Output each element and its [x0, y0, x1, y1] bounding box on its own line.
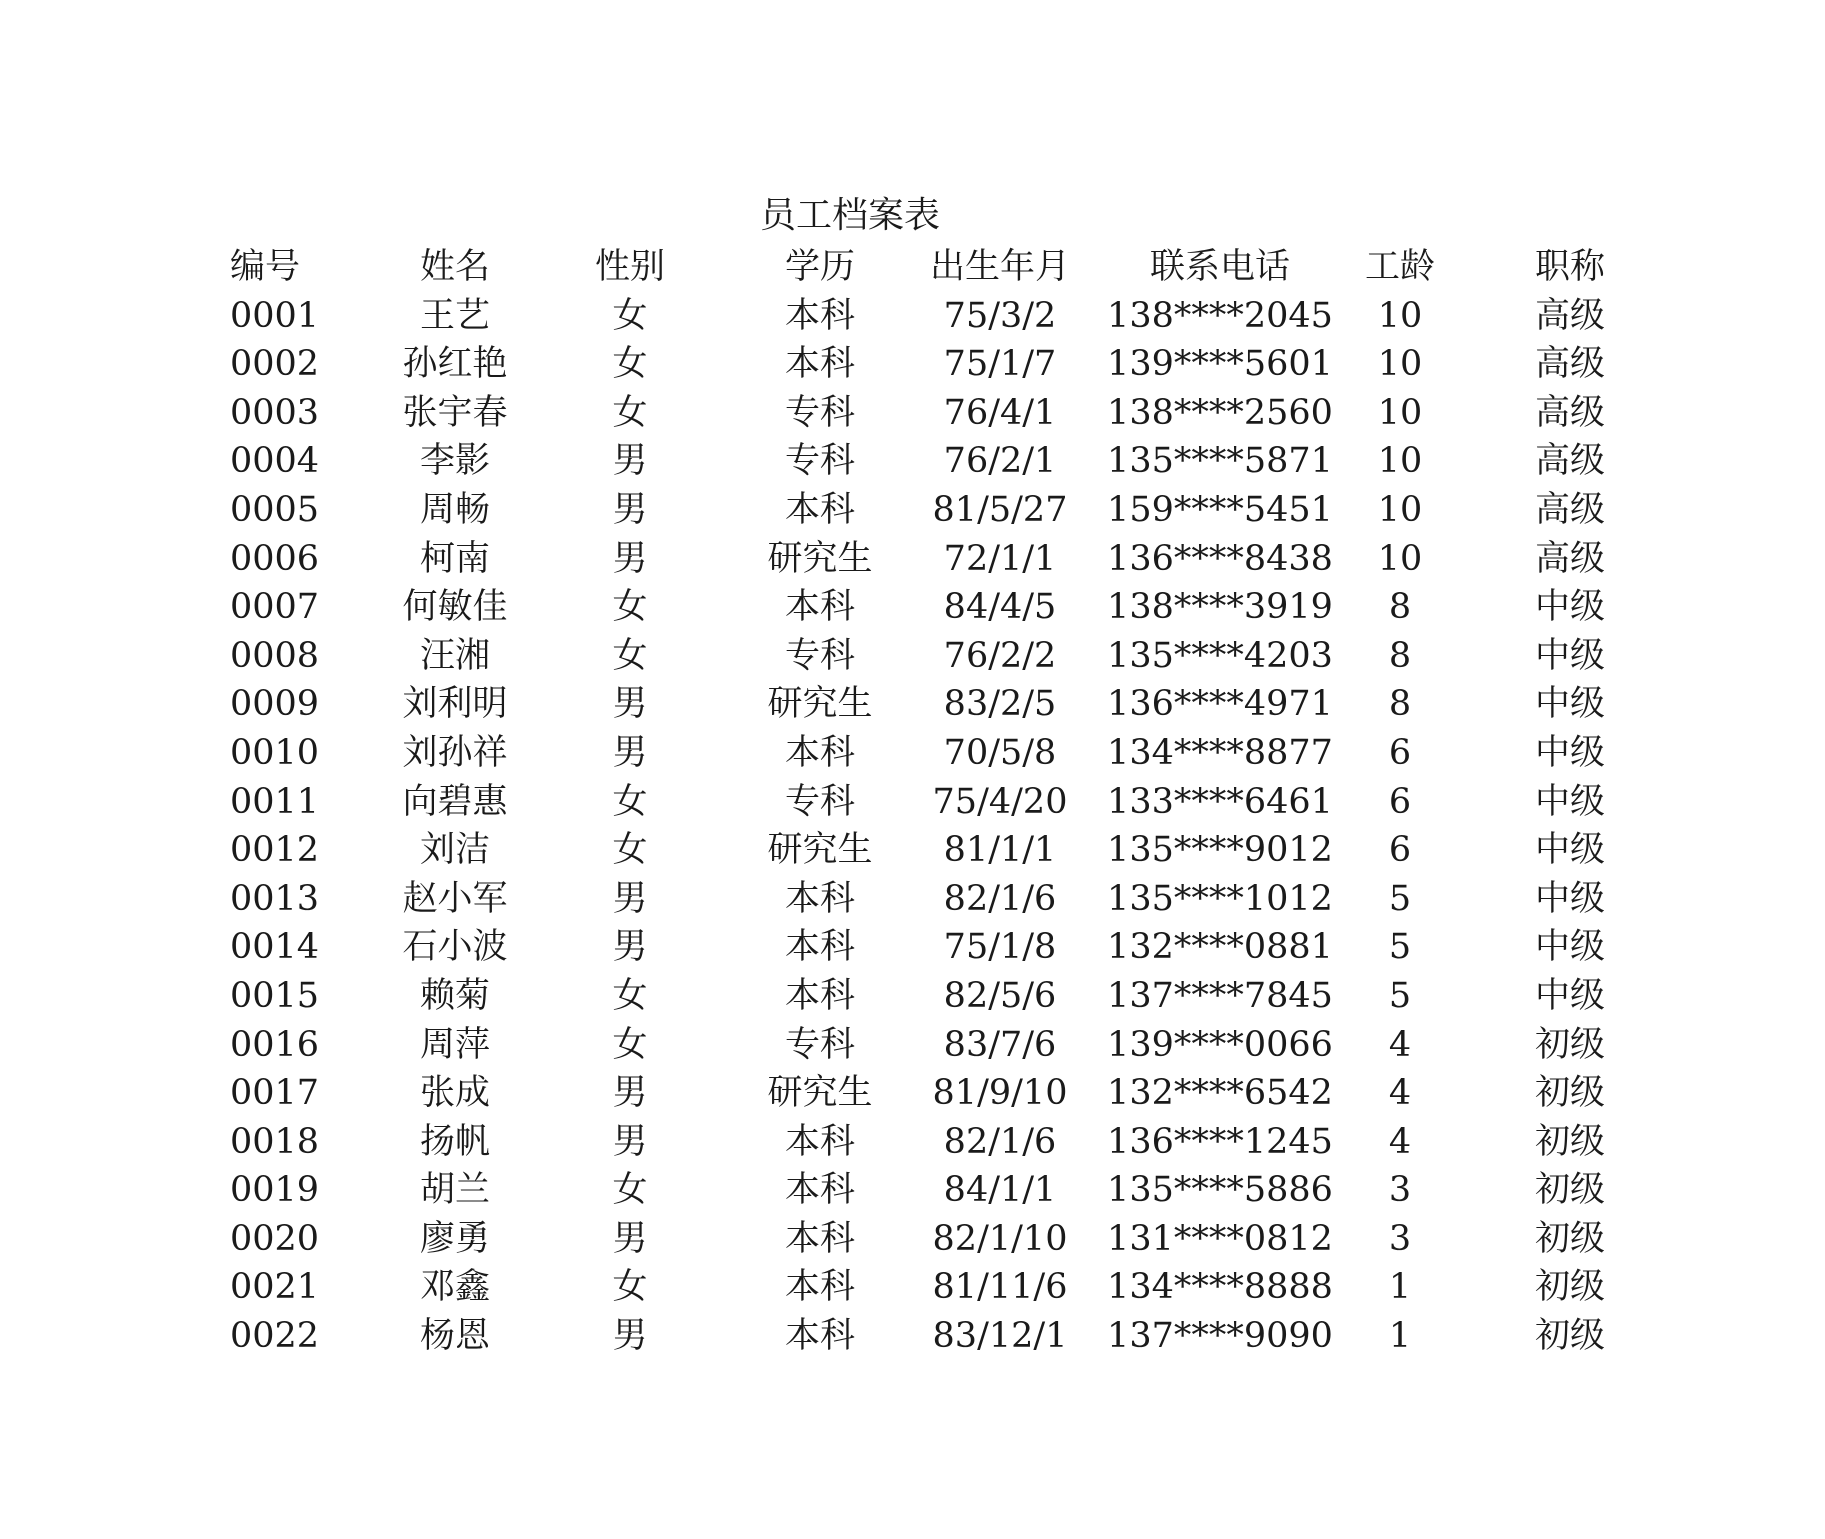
cell-gender: 男 [612, 1073, 648, 1114]
cell-years: 3 [1388, 1218, 1412, 1259]
cell-phone: 135****1012 [1107, 878, 1333, 919]
cell-years: 10 [1377, 392, 1423, 433]
cell-name: 柯南 [419, 538, 490, 579]
cell-birth: 76/2/1 [943, 441, 1057, 482]
cell-id: 0008 [230, 635, 320, 676]
cell-education: 专科 [784, 392, 855, 433]
cell-education: 研究生 [767, 684, 873, 725]
cell-id: 0009 [230, 684, 320, 725]
cell-gender: 男 [612, 1316, 648, 1357]
cell-phone: 136****4971 [1107, 684, 1333, 725]
table-row [200, 292, 1640, 341]
cell-education: 研究生 [767, 538, 873, 579]
header-rank: 职称 [1534, 247, 1605, 287]
cell-name: 杨恩 [419, 1316, 490, 1357]
cell-years: 6 [1388, 781, 1412, 822]
cell-gender: 男 [612, 927, 648, 968]
cell-years: 8 [1388, 587, 1412, 628]
cell-phone: 138****2560 [1107, 392, 1333, 433]
cell-id: 0015 [230, 975, 320, 1016]
cell-years: 3 [1388, 1170, 1412, 1211]
cell-education: 本科 [784, 1316, 855, 1357]
cell-rank: 高级 [1534, 538, 1605, 579]
cell-education: 本科 [784, 732, 855, 773]
cell-gender: 女 [612, 1024, 648, 1065]
cell-birth: 81/11/6 [932, 1267, 1068, 1308]
cell-phone: 138****2045 [1107, 295, 1333, 336]
cell-years: 5 [1388, 927, 1412, 968]
cell-gender: 女 [612, 1170, 648, 1211]
cell-name: 扬帆 [419, 1121, 490, 1162]
cell-birth: 82/1/6 [943, 878, 1057, 919]
cell-rank: 高级 [1534, 392, 1605, 433]
cell-id: 0002 [230, 344, 320, 385]
cell-education: 本科 [784, 587, 855, 628]
cell-name: 刘孙祥 [402, 732, 508, 773]
sheet-title: 员工档案表 [759, 195, 940, 236]
cell-rank: 中级 [1534, 830, 1605, 871]
cell-rank: 中级 [1534, 975, 1605, 1016]
cell-id: 0021 [230, 1267, 320, 1308]
cell-birth: 82/1/6 [943, 1121, 1057, 1162]
cell-education: 本科 [784, 1267, 855, 1308]
cell-name: 向碧惠 [402, 781, 508, 822]
cell-name: 廖勇 [419, 1218, 490, 1259]
cell-birth: 82/1/10 [932, 1218, 1068, 1259]
cell-gender: 男 [612, 538, 648, 579]
cell-years: 5 [1388, 878, 1412, 919]
cell-birth: 83/12/1 [932, 1316, 1068, 1357]
cell-birth: 72/1/1 [943, 538, 1057, 579]
cell-years: 6 [1388, 732, 1412, 773]
cell-name: 张成 [419, 1073, 490, 1114]
cell-years: 10 [1377, 489, 1423, 530]
cell-education: 专科 [784, 1024, 855, 1065]
cell-rank: 初级 [1534, 1024, 1605, 1065]
cell-education: 本科 [784, 1170, 855, 1211]
cell-name: 周萍 [419, 1024, 490, 1065]
header-gender: 性别 [594, 247, 665, 287]
cell-gender: 男 [612, 732, 648, 773]
cell-rank: 初级 [1534, 1316, 1605, 1357]
cell-education: 本科 [784, 489, 855, 530]
table-row [200, 875, 1640, 924]
cell-birth: 81/9/10 [932, 1073, 1068, 1114]
header-phone: 联系电话 [1149, 247, 1290, 287]
cell-phone: 132****6542 [1107, 1073, 1333, 1114]
cell-id: 0011 [230, 781, 320, 822]
cell-name: 张宇春 [402, 392, 508, 433]
cell-name: 王艺 [419, 295, 490, 336]
cell-education: 本科 [784, 1121, 855, 1162]
table-row [200, 583, 1640, 632]
cell-phone: 135****5886 [1107, 1170, 1333, 1211]
cell-birth: 82/5/6 [943, 975, 1057, 1016]
cell-name: 何敏佳 [402, 587, 508, 628]
cell-id: 0003 [230, 392, 320, 433]
table-row [200, 1215, 1640, 1264]
cell-name: 胡兰 [419, 1170, 490, 1211]
cell-years: 4 [1388, 1121, 1412, 1162]
cell-years: 4 [1388, 1073, 1412, 1114]
cell-education: 研究生 [767, 830, 873, 871]
header-birth: 出生年月 [929, 247, 1070, 287]
cell-education: 本科 [784, 927, 855, 968]
cell-years: 10 [1377, 441, 1423, 482]
cell-years: 4 [1388, 1024, 1412, 1065]
cell-id: 0022 [230, 1316, 320, 1357]
cell-rank: 中级 [1534, 781, 1605, 822]
cell-gender: 男 [612, 878, 648, 919]
table-row [200, 1118, 1640, 1167]
cell-birth: 83/7/6 [943, 1024, 1057, 1065]
cell-phone: 132****0881 [1107, 927, 1333, 968]
table-row [200, 535, 1640, 584]
cell-years: 10 [1377, 344, 1423, 385]
cell-rank: 中级 [1534, 587, 1605, 628]
table-row [200, 923, 1640, 972]
cell-rank: 中级 [1534, 635, 1605, 676]
cell-phone: 134****8888 [1107, 1267, 1333, 1308]
cell-gender: 女 [612, 830, 648, 871]
cell-phone: 131****0812 [1107, 1218, 1333, 1259]
cell-years: 8 [1388, 635, 1412, 676]
cell-id: 0020 [230, 1218, 320, 1259]
cell-years: 1 [1388, 1267, 1412, 1308]
cell-education: 本科 [784, 975, 855, 1016]
cell-id: 0007 [230, 587, 320, 628]
cell-name: 李影 [419, 441, 490, 482]
cell-rank: 初级 [1534, 1170, 1605, 1211]
cell-rank: 中级 [1534, 927, 1605, 968]
cell-phone: 137****9090 [1107, 1316, 1333, 1357]
cell-gender: 女 [612, 975, 648, 1016]
header-row [200, 243, 1640, 292]
cell-birth: 70/5/8 [943, 732, 1057, 773]
cell-name: 邓鑫 [419, 1267, 490, 1308]
cell-education: 专科 [784, 781, 855, 822]
cell-phone: 135****5871 [1107, 441, 1333, 482]
cell-rank: 中级 [1534, 878, 1605, 919]
cell-id: 0001 [230, 295, 320, 336]
cell-gender: 女 [612, 587, 648, 628]
table-row [200, 729, 1640, 778]
table-row [200, 437, 1640, 486]
header-name: 姓名 [419, 247, 490, 287]
cell-years: 8 [1388, 684, 1412, 725]
cell-years: 5 [1388, 975, 1412, 1016]
cell-name: 石小波 [402, 927, 508, 968]
cell-birth: 84/1/1 [943, 1170, 1057, 1211]
cell-phone: 135****4203 [1107, 635, 1333, 676]
table-body [200, 292, 1640, 1361]
cell-gender: 男 [612, 441, 648, 482]
header-years: 工龄 [1364, 247, 1435, 287]
cell-rank: 高级 [1534, 295, 1605, 336]
cell-birth: 75/1/8 [943, 927, 1057, 968]
cell-name: 刘洁 [419, 830, 490, 871]
cell-phone: 136****1245 [1107, 1121, 1333, 1162]
cell-name: 孙红艳 [402, 344, 508, 385]
table-row [200, 486, 1640, 535]
cell-gender: 女 [612, 295, 648, 336]
cell-gender: 女 [612, 1267, 648, 1308]
cell-id: 0014 [230, 927, 320, 968]
table-row [200, 778, 1640, 827]
cell-phone: 159****5451 [1107, 489, 1333, 530]
cell-id: 0010 [230, 732, 320, 773]
table-row [200, 389, 1640, 438]
cell-years: 10 [1377, 295, 1423, 336]
cell-birth: 75/4/20 [932, 781, 1068, 822]
cell-gender: 女 [612, 781, 648, 822]
cell-phone: 133****6461 [1107, 781, 1333, 822]
cell-birth: 84/4/5 [943, 587, 1057, 628]
employee-table [200, 243, 1640, 1361]
cell-id: 0005 [230, 489, 320, 530]
cell-education: 本科 [784, 1218, 855, 1259]
cell-phone: 139****0066 [1107, 1024, 1333, 1065]
table-row [200, 972, 1640, 1021]
cell-birth: 83/2/5 [943, 684, 1057, 725]
cell-name: 刘利明 [402, 684, 508, 725]
cell-id: 0018 [230, 1121, 320, 1162]
table-row [200, 826, 1640, 875]
table-row [200, 632, 1640, 681]
cell-gender: 女 [612, 344, 648, 385]
cell-gender: 男 [612, 1121, 648, 1162]
cell-education: 本科 [784, 878, 855, 919]
cell-phone: 139****5601 [1107, 344, 1333, 385]
cell-name: 赵小军 [402, 878, 508, 919]
cell-name: 汪湘 [419, 635, 490, 676]
cell-rank: 中级 [1534, 732, 1605, 773]
cell-education: 研究生 [767, 1073, 873, 1114]
table-row [200, 1263, 1640, 1312]
cell-phone: 136****8438 [1107, 538, 1333, 579]
cell-rank: 中级 [1534, 684, 1605, 725]
cell-rank: 初级 [1534, 1267, 1605, 1308]
cell-name: 周畅 [419, 489, 490, 530]
table-row [200, 1312, 1640, 1361]
cell-birth: 81/1/1 [943, 830, 1057, 871]
table-row [200, 1166, 1640, 1215]
cell-years: 1 [1388, 1316, 1412, 1357]
cell-education: 本科 [784, 344, 855, 385]
table-row [200, 680, 1640, 729]
cell-id: 0019 [230, 1170, 320, 1211]
cell-id: 0016 [230, 1024, 320, 1065]
cell-gender: 女 [612, 635, 648, 676]
cell-years: 6 [1388, 830, 1412, 871]
cell-birth: 75/1/7 [943, 344, 1057, 385]
cell-gender: 男 [612, 489, 648, 530]
cell-rank: 高级 [1534, 441, 1605, 482]
cell-rank: 高级 [1534, 489, 1605, 530]
cell-education: 本科 [784, 295, 855, 336]
cell-birth: 76/4/1 [943, 392, 1057, 433]
cell-education: 专科 [784, 635, 855, 676]
cell-birth: 76/2/2 [943, 635, 1057, 676]
cell-rank: 高级 [1534, 344, 1605, 385]
header-id: 编号 [230, 247, 301, 287]
cell-id: 0006 [230, 538, 320, 579]
cell-id: 0017 [230, 1073, 320, 1114]
cell-phone: 134****8877 [1107, 732, 1333, 773]
cell-birth: 81/5/27 [932, 489, 1068, 530]
cell-phone: 137****7845 [1107, 975, 1333, 1016]
table-row [200, 1021, 1640, 1070]
header-education: 学历 [784, 247, 855, 287]
cell-phone: 135****9012 [1107, 830, 1333, 871]
cell-id: 0004 [230, 441, 320, 482]
cell-phone: 138****3919 [1107, 587, 1333, 628]
cell-gender: 男 [612, 1218, 648, 1259]
cell-education: 专科 [784, 441, 855, 482]
cell-rank: 初级 [1534, 1121, 1605, 1162]
table-row [200, 340, 1640, 389]
cell-gender: 女 [612, 392, 648, 433]
cell-name: 赖菊 [419, 975, 490, 1016]
cell-rank: 初级 [1534, 1073, 1605, 1114]
cell-gender: 男 [612, 684, 648, 725]
cell-id: 0013 [230, 878, 320, 919]
cell-rank: 初级 [1534, 1218, 1605, 1259]
cell-birth: 75/3/2 [943, 295, 1057, 336]
cell-id: 0012 [230, 830, 320, 871]
table-row [200, 1069, 1640, 1118]
cell-years: 10 [1377, 538, 1423, 579]
